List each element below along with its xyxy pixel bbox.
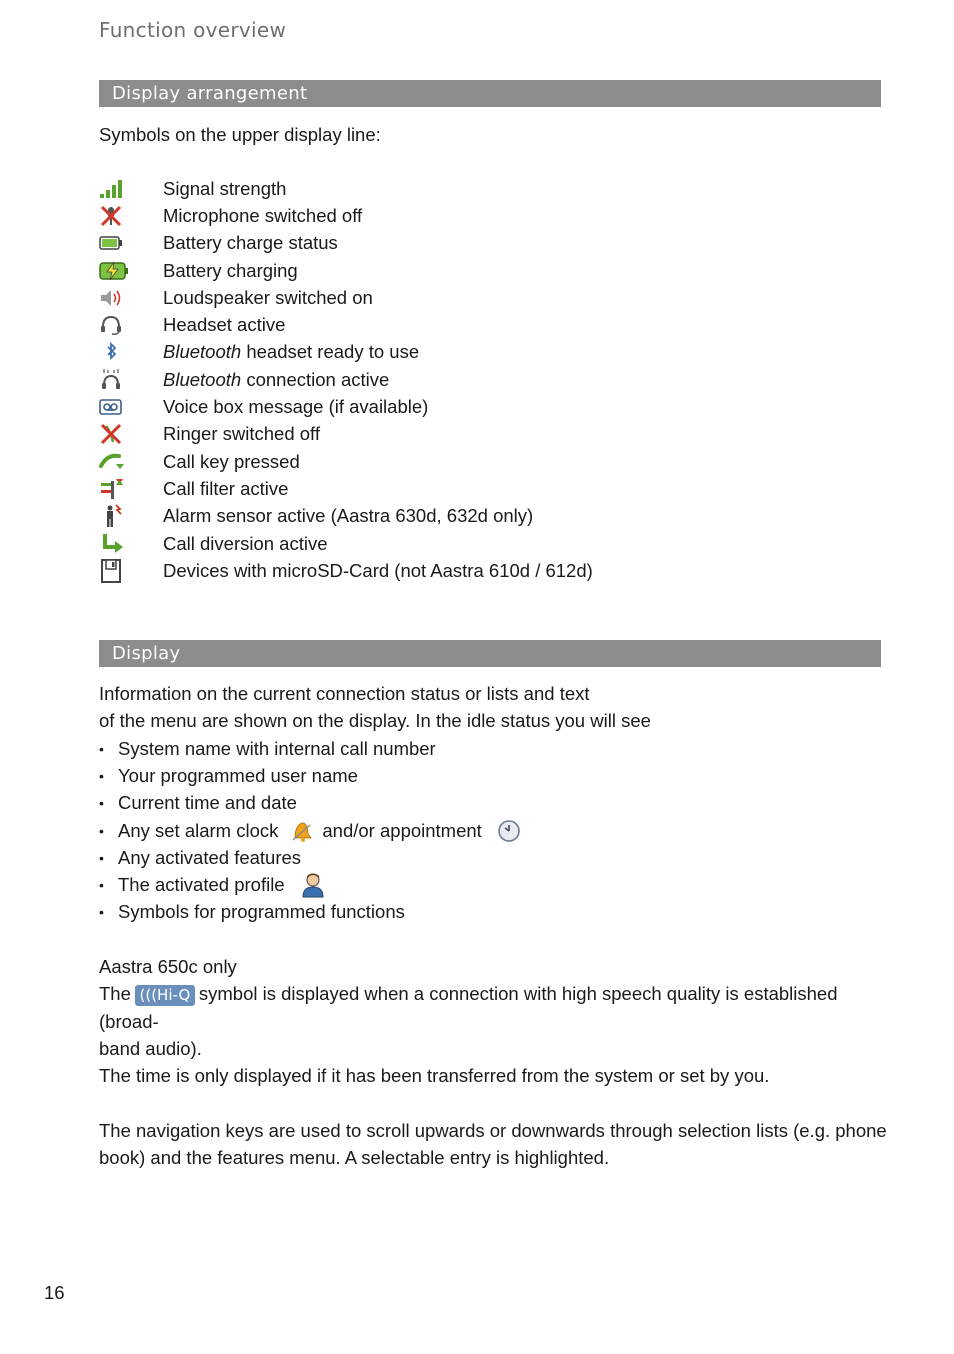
list-item <box>99 311 286 338</box>
display-intro-line-1: Information on the current connection status or lists and text <box>99 683 590 704</box>
symbol-label: Ringer switched off <box>163 423 320 445</box>
list-item <box>99 899 521 926</box>
symbol-label: Microphone switched off <box>163 204 363 226</box>
section-heading-display-arrangement: Display arrangement <box>99 80 881 107</box>
bullet-dot: • <box>99 795 104 812</box>
symbol-label: Call filter active <box>163 477 289 499</box>
battery-charging-icon <box>99 259 129 283</box>
bluetooth-term: Bluetooth <box>163 368 242 390</box>
symbol-label: Alarm sensor active (Aastra 630d, 632d only) <box>163 505 534 527</box>
list-item <box>99 448 300 475</box>
idle-status-list <box>99 735 521 926</box>
symbols-intro: Symbols on the upper display line: <box>99 124 381 145</box>
list-item <box>99 503 534 530</box>
list-item <box>99 871 521 898</box>
list-item <box>99 230 338 257</box>
list-item <box>99 557 593 584</box>
list-item <box>99 735 521 762</box>
page-header: Function overview <box>99 18 287 42</box>
page-number: 16 <box>44 1282 65 1303</box>
hiq-badge-icon: (((Hi-Q <box>135 985 195 1006</box>
bluetooth-term: Bluetooth <box>163 341 242 363</box>
list-item <box>99 762 521 789</box>
call-key-icon <box>99 450 129 474</box>
time-note: The time is only displayed if it has been transferred from the system or set by you. <box>99 1065 770 1086</box>
section-heading-display: Display <box>99 640 881 667</box>
bullet-text: Any set alarm clock <box>118 819 279 841</box>
list-item <box>99 817 521 844</box>
headset-icon <box>99 313 129 337</box>
signal-strength-icon <box>99 177 129 201</box>
bullet-dot: • <box>99 822 104 839</box>
appointment-clock-icon <box>497 819 521 843</box>
call-filter-icon <box>99 477 129 501</box>
symbol-label: Loudspeaker switched on <box>163 286 373 308</box>
profile-icon <box>301 872 325 898</box>
battery-icon <box>99 231 129 255</box>
bullet-text: and/or appointment <box>322 819 482 841</box>
symbol-label-rest: connection active <box>241 368 390 390</box>
list-item <box>99 202 363 229</box>
voicebox-icon <box>99 395 129 419</box>
model-note: Aastra 650c only <box>99 956 237 977</box>
list-item <box>99 421 320 448</box>
symbol-label: Battery charge status <box>163 232 338 254</box>
alarm-sensor-icon <box>99 504 129 528</box>
microphone-off-icon <box>99 204 129 228</box>
bullet-text: Any activated features <box>118 846 302 868</box>
bullet-dot: • <box>99 767 104 784</box>
symbol-label: Call key pressed <box>163 450 300 472</box>
display-intro-line-2: of the menu are shown on the display. In the idle status you will see <box>99 710 651 732</box>
bluetooth-icon <box>99 340 129 364</box>
bullet-text: Current time and date <box>118 792 297 814</box>
symbol-label: Voice box message (if available) <box>163 396 429 418</box>
bullet-dot: • <box>99 849 104 866</box>
symbol-label: Headset active <box>163 314 286 336</box>
navigation-note-line-1: The navigation keys are used to scroll upwards or downwards through selection lists (e.g. phone <box>99 1120 887 1141</box>
symbol-label <box>163 369 389 391</box>
list-item <box>99 393 429 420</box>
alarm-clock-icon <box>291 820 313 842</box>
list-item <box>99 284 373 311</box>
bullet-text: System name with internal call number <box>118 737 436 759</box>
symbol-label: Devices with microSD-Card (not Aastra 610d / 612d) <box>163 559 593 581</box>
navigation-note <box>99 1117 887 1172</box>
symbol-label <box>163 341 419 363</box>
loudspeaker-icon <box>99 286 129 310</box>
symbol-label: Call diversion active <box>163 532 328 554</box>
call-diversion-icon <box>99 532 129 556</box>
symbol-label: Signal strength <box>163 177 287 199</box>
bullet-text: Symbols for programmed functions <box>118 901 405 923</box>
bluetooth-connection-icon <box>99 368 129 392</box>
navigation-note-line-2: book) and the features menu. A selectable entry is highlighted. <box>99 1147 610 1169</box>
bullet-text: The activated profile <box>118 874 285 896</box>
bullet-text: Your programmed user name <box>118 764 358 786</box>
list-item <box>99 175 287 202</box>
hiq-pre-text: The <box>99 983 131 1005</box>
hiq-paragraph <box>99 953 881 1062</box>
symbol-list <box>99 175 593 584</box>
display-intro <box>99 680 651 735</box>
hiq-post-text-2: band audio). <box>99 1037 202 1059</box>
hiq-post-text: symbol is displayed when a connection with high speech quality is established (broad- <box>99 983 838 1032</box>
list-item <box>99 790 521 817</box>
list-item <box>99 475 289 502</box>
microsd-icon <box>99 559 129 583</box>
symbol-label: Battery charging <box>163 259 298 281</box>
hiq-line <box>99 980 881 1035</box>
symbol-label-rest: headset ready to use <box>241 341 420 363</box>
list-item <box>99 844 521 871</box>
bullet-dot: • <box>99 877 104 894</box>
list-item <box>99 339 420 366</box>
bullet-dot: • <box>99 740 104 757</box>
list-item <box>99 366 390 393</box>
list-item <box>99 530 328 557</box>
bullet-dot: • <box>99 904 104 921</box>
list-item <box>99 257 298 284</box>
ringer-off-icon <box>99 422 129 446</box>
